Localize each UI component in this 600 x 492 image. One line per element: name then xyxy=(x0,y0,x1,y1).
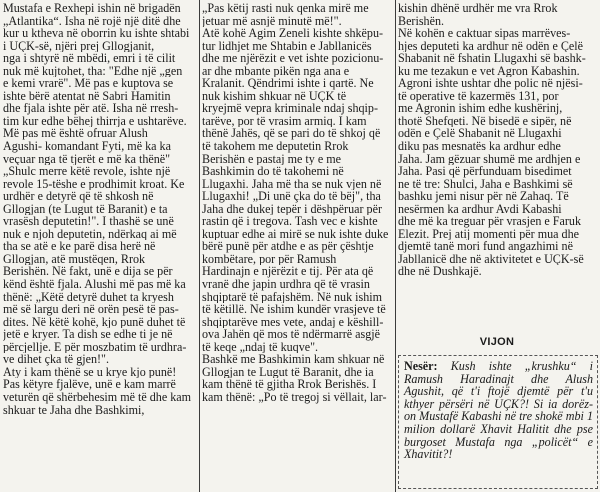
text-line: Aty i kam thënë se u krye kjo punë! xyxy=(3,365,177,379)
text-line: revole 15-tëshe e prodhimit kroat. Ke xyxy=(3,177,185,191)
text-line: kënd është fjala. Alushi më pas më ka xyxy=(3,278,186,291)
text-line: shqiptarëve mes vete, andaj e këshill- xyxy=(202,315,384,329)
text-line: dites. Në këtë kohë, kjo punë duhet të xyxy=(3,315,186,329)
text-line: Kralanit. Qëndrimi ishte i qartë. Ne xyxy=(202,77,374,90)
text-line: Pas këtyre fjalëve, unë e kam marrë xyxy=(3,378,176,391)
text-line: të keqe „ndaj të kuqve". xyxy=(202,340,319,354)
text-line: nuk e njoh deputetin, ndërkaq ai më xyxy=(3,227,177,241)
text-line: dhe më ka treguar për vrasjen e Faruk xyxy=(398,215,582,228)
text-line: Jaha. Jam gëzuar shumë me ardhjen e xyxy=(398,152,581,166)
text-line: ova Jahën që mos të ndërmarrë asgjë xyxy=(202,328,380,341)
text-line: Berishën. xyxy=(398,14,445,28)
note-text: on Mustafë Kabashi në tre shokë mbi xyxy=(404,409,584,424)
text-line: nuk kishim shkuar në UÇK të xyxy=(202,89,347,103)
note-text: pse burgoset Mustafa nga „policët“ e xyxy=(404,421,593,449)
text-line: me Agronin ishim edhe kushërinj, xyxy=(398,102,563,115)
text-line: ku me tezakun e vet Agron Kabashin. xyxy=(398,64,580,78)
text-line: Më pas më është ofruar Alush xyxy=(3,127,148,141)
text-line: Gllogjan, atë mustëqen, Rrok xyxy=(3,252,146,266)
note-text: Kush ishte „krushku“ i xyxy=(450,359,593,373)
text-line: i UÇK-së, njëri prej Gllogjanit, xyxy=(3,39,155,53)
text-line: Hardinajn e njërëzit e tij. Për ata që xyxy=(202,265,374,279)
note-text: Agushit, që t'i ftojë djemtë për t'u xyxy=(404,384,593,399)
text-line: Shabanit në fshatin Llugaxhi së bashk- xyxy=(398,52,586,65)
text-line: Jaha dhe dukej tepër i dëshpëruar për xyxy=(202,202,382,216)
text-column-1 xyxy=(3,2,197,416)
next-episode-label: Nesër: xyxy=(404,359,438,373)
text-line: bërë punë për atdhe e as për çështje xyxy=(202,240,374,253)
text-line: thënë: „Këtë detyrë duhet ta kryesh xyxy=(3,290,174,304)
text-line: „Atlantika“. Isha në rojë një ditë dhe xyxy=(3,14,181,28)
text-line: tim kur edhe bëhej thirrja e ushtarëve. xyxy=(3,114,187,128)
text-line: dhe me njërëzit e vet ishte pozicionu- xyxy=(202,52,384,65)
text-line: odën e Çelë Shabanit në Llugaxhi xyxy=(398,127,562,141)
text-line: Llugaxhi! „Di unë çka do të bëj", tha xyxy=(202,190,381,203)
text-line: „Pas këtij rasti nuk qenka mirë me xyxy=(202,2,369,15)
text-line: Atë kohë Agim Zeneli kishte shkëpu- xyxy=(202,27,384,40)
text-line: Jabllanicë dhe në aktivitetet e UÇK-së xyxy=(398,252,584,266)
next-episode-note xyxy=(404,360,593,461)
text-line: thënë Jahës, që se pari do të shkoj që xyxy=(202,127,381,141)
text-line: tur lidhjet me Shtabin e Jabllanicës xyxy=(202,39,372,53)
text-line: Në kohën e caktuar sipas marrëves- xyxy=(398,27,571,40)
note-text: Xhavitit?! xyxy=(404,447,453,462)
text-line: të këtillë. Ne ishim kundër vrasjeve të xyxy=(202,303,386,316)
text-line: nesërmen ka ardhur Avdi Kabashi xyxy=(398,202,562,216)
text-line: thotë Shefqeti. Në bisedë e sipër, në xyxy=(398,114,572,128)
text-line: hjes deputeti ka ardhur në odën e Çelë xyxy=(398,39,584,53)
text-column-3 xyxy=(398,2,596,278)
continues-marker: VIJON xyxy=(479,336,515,348)
text-line: diku pas mesnatës ka ardhur edhe xyxy=(398,140,561,153)
text-line: Gllogjan te Lugut të Baranit, dhe ia xyxy=(202,365,374,379)
text-line: Agushi- komandant Fyti, më ka ka xyxy=(3,140,171,153)
text-line: Elezit. Prej atij momenti për mua dhe xyxy=(398,227,580,241)
text-line: Jaha. Pasi që përfunduam bisedimet xyxy=(398,165,572,178)
text-line: kishin dhënë urdhër me vra Rrok xyxy=(398,2,558,15)
text-line: dhe në Dushkajë. xyxy=(398,265,482,279)
text-line: tarëve, por të vrasim armiq. I kam xyxy=(202,114,367,128)
column-divider xyxy=(199,0,200,492)
text-line: kur u ktheva në oborrin ku ishte shtabi xyxy=(3,27,190,40)
text-line: të operative të kazermës 131, por xyxy=(398,89,559,103)
text-line: kryejmë vepra kriminale ndaj shqip- xyxy=(202,102,378,115)
text-line: përcjellje. E për moszbatim të urdhra- xyxy=(3,340,187,354)
text-line: veçuar nga të tjerët e më ka thënë" xyxy=(3,152,171,166)
note-text: 1 milion dollarë Xhavit Halitit dhe xyxy=(404,409,593,436)
text-column-2 xyxy=(202,2,393,404)
text-line: vrasësh deputetin!". I thashë se unë xyxy=(3,215,174,228)
text-line: Llugaxhi. Jaha më tha se nuk vjen në xyxy=(202,177,382,191)
text-line: kam thënë: „Po të tregoj si vëllait, lar- xyxy=(202,390,387,404)
text-line: kam thënë të gjitha Rrok Berishës. I xyxy=(202,378,377,391)
text-line: më së largu deri në orën pesë të pas- xyxy=(3,303,179,316)
text-line: dhe fjala ishte për atë. Isha në rresh- xyxy=(3,102,179,115)
text-line: shkuar te Jaha dhe Bashkimi, xyxy=(3,403,145,417)
text-line: ve dihet çka të gjen!". xyxy=(3,353,110,366)
text-line: Bashkë me Bashkimin kam shkuar në xyxy=(202,353,385,366)
text-line: Bashkimin do të takohemi në xyxy=(202,165,344,178)
text-line: Agroni ishte ushtar dhe polic në njësi- xyxy=(398,77,583,90)
note-text: Ramush Haradinajt dhe Alush xyxy=(404,371,593,386)
text-line: bashku jemi nisur për në Zahaq. Të xyxy=(398,190,569,203)
text-line: urdhër e detyrë që të shkosh në xyxy=(3,190,154,203)
column-divider xyxy=(395,0,396,492)
text-line: Gllogjan (te Lugut të Baranit) e ta xyxy=(3,202,168,216)
text-line: jetë e kryer. Ta dish se edhe ti je në xyxy=(3,328,173,341)
text-line: ishte bërë atentat në Sabri Hamitin xyxy=(3,89,171,103)
text-line: nga i shtyrë në mbëdi, emri i të cilit xyxy=(3,52,176,65)
text-line: Berishën. Në fakt, unë e dija se për xyxy=(3,265,173,279)
text-line: vranë dhe japin urdhra që të vrasin xyxy=(202,278,370,291)
text-line: Mustafa e Rexhepi ishin në brigadën xyxy=(3,2,181,15)
text-line: djemtë tanë mori fund angazhimi në xyxy=(398,240,573,253)
text-line: kombëtare, por për Ramush xyxy=(202,252,337,266)
text-line: ar dhe mbante pikën nga ana e xyxy=(202,64,350,78)
text-line: tha se atë e ke parë disa herë në xyxy=(3,240,156,253)
text-line: të takohem me deputetin Rrok xyxy=(202,140,349,153)
text-line: rastin që i tregova. Tash vec e kishte xyxy=(202,215,378,228)
text-line: „Shulc merre këtë revole, ishte një xyxy=(3,165,171,178)
text-line: veturën që shërbehesim më të dhe kam xyxy=(3,390,192,404)
note-text: kthyer përsëri në UÇK?! Si ia dorëz- xyxy=(404,396,593,411)
text-line: kuptuar edhe ai mirë se nuk ishte duke xyxy=(202,227,389,241)
text-line: ne të tre: Shulci, Jaha e Bashkimi së xyxy=(398,177,573,191)
text-line: Berishën e pastaj me ty e me xyxy=(202,152,342,166)
text-line: jetuar më asnjë minutë më!". xyxy=(202,14,342,28)
text-line: e kemi vrarë". Më pas e kuptova se xyxy=(3,77,174,90)
text-line: shqiptarë të pafajshëm. Në nuk ishim xyxy=(202,290,383,304)
text-line: nuk më kujtohet, tha: "Edhe një „gen xyxy=(3,64,183,78)
